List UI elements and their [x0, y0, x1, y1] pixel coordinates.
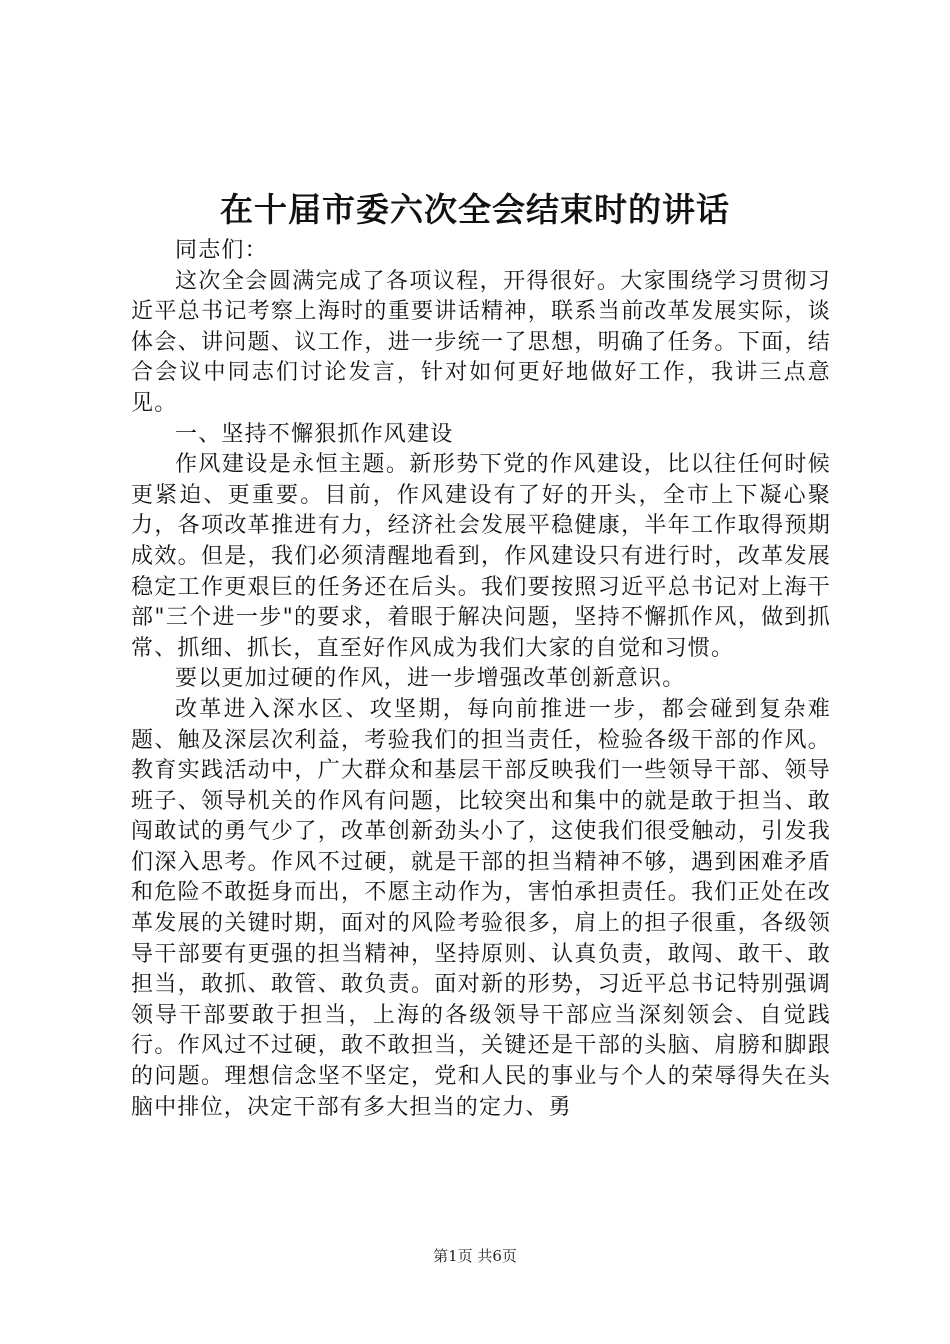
document-title: 在十届市委六次全会结束时的讲话	[220, 190, 730, 229]
paragraph-intro: 这次全会圆满完成了各项议程，开得很好。大家围绕学习贯彻习近平总书记考察上海时的重要讲话精神，联系当前改革发展实际，谈体会、讲问题、议工作，进一步统一了思想，明确了任务。下面，结合会议中同志们讨论发言，针对如何更好地做好工作，我讲三点意见。	[131, 268, 831, 416]
salutation: 同志们：	[175, 238, 268, 263]
paragraph-style-building: 作风建设是永恒主题。新形势下党的作风建设，比以往任何时候更紧迫、更重要。目前，作风建设有了好的开头，全市上下凝心聚力，各项改革推进有力，经济社会发展平稳健康，半年工作取得预期成效。但是，我们必须清醒地看到，作风建设只有进行时，改革发展稳定工作更艰巨的任务还在后头。我们要按照习近平总书记对上海干部"三个进一步"的要求，着眼于解决问题，坚持不懈抓作风，做到抓常、抓细、抓长，直至好作风成为我们大家的自觉和习惯。	[131, 452, 831, 661]
page-number-footer: 第1页 共6页	[433, 1247, 517, 1265]
subheading-reform-innovation: 要以更加过硬的作风，进一步增强改革创新意识。	[175, 666, 686, 692]
paragraph-reform: 改革进入深水区、攻坚期，每向前推进一步，都会碰到复杂难题、触及深层次利益，考验我们的担当责任，检验各级干部的作风。教育实践活动中，广大群众和基层干部反映我们一些领导干部、领导班子、领导机关的作风有问题，比较突出和集中的就是敢于担当、敢闯敢试的勇气少了，改革创新劲头小了，这使我们很受触动，引发我们深入思考。作风不过硬，就是干部的担当精神不够，遇到困难矛盾和危险不敢挺身而出，不愿主动作为，害怕承担责任。我们正处在改革发展的关键时期，面对的风险考验很多，肩上的担子很重，各级领导干部要有更强的担当精神，坚持原则、认真负责，敢闯、敢干、敢担当，敢抓、敢管、敢负责。面对新的形势，习近平总书记特别强调领导干部要敢于担当，上海的各级领导干部应当深刻领会、自觉践行。作风过不过硬，敢不敢担当，关键还是干部的头脑、肩膀和脚跟的问题。理想信念坚不坚定，党和人民的事业与个人的荣辱得失在头脑中排位，决定干部有多大担当的定力、勇	[131, 696, 831, 1120]
document-body	[131, 236, 831, 1123]
section-heading-1: 一、坚持不懈狠抓作风建设	[175, 421, 454, 447]
